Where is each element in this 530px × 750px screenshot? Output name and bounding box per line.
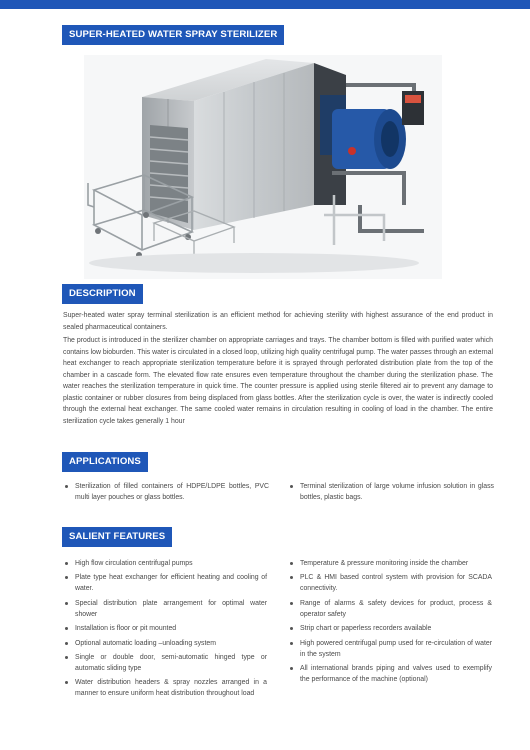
list-item-text: All international brands piping and valves used to exemplify the performance of the machine (optional) xyxy=(300,664,492,683)
list-item xyxy=(288,663,492,685)
bullet-icon xyxy=(290,485,293,488)
list-item-text: Single or double door, semi-automatic hinged type or automatic sliding type xyxy=(75,653,267,672)
bullet-icon xyxy=(65,602,68,605)
description-body xyxy=(63,310,493,429)
list-item xyxy=(63,572,267,594)
list-item-text: Water distribution headers & spray nozzles arranged in a manner to ensure uniform heat distribution throughout load xyxy=(75,679,267,698)
list-item xyxy=(288,572,492,594)
bullet-icon xyxy=(290,562,293,565)
bullet-icon xyxy=(65,576,68,579)
list-item-text: Range of alarms & safety devices for product, process & operator safety xyxy=(300,599,492,618)
bullet-icon xyxy=(290,576,293,579)
features-list-right xyxy=(288,558,492,688)
features-list-left xyxy=(63,558,267,703)
top-accent-bar xyxy=(0,0,530,9)
bullet-icon xyxy=(65,627,68,630)
list-item-text: Plate type heat exchanger for efficient heating and cooling of water. xyxy=(75,574,267,593)
applications-list-right xyxy=(288,481,494,507)
bullet-icon xyxy=(65,681,68,684)
list-item xyxy=(63,623,267,634)
list-item xyxy=(63,652,267,674)
list-item-text: Strip chart or paperless recorders available xyxy=(300,625,432,633)
list-item xyxy=(63,638,267,649)
bullet-icon xyxy=(290,642,293,645)
features-heading: SALIENT FEATURES xyxy=(62,527,172,547)
list-item-text: Terminal sterilization of large volume infusion solution in glass bottles, plastic bags. xyxy=(300,483,494,501)
page-title: SUPER-HEATED WATER SPRAY STERILIZER xyxy=(62,25,284,45)
list-item xyxy=(288,558,492,569)
bullet-icon xyxy=(290,602,293,605)
list-item-text: High flow circulation centrifugal pumps xyxy=(75,560,193,567)
bullet-icon xyxy=(65,485,68,488)
list-item-text: Special distribution plate arrangement for optimal water shower xyxy=(75,599,267,618)
list-item-text: PLC & HMI based control system with provision for SCADA connectivity. xyxy=(300,574,492,593)
sterilizer-photo xyxy=(84,55,442,279)
bullet-icon xyxy=(290,667,293,670)
list-item xyxy=(288,481,494,503)
applications-heading: APPLICATIONS xyxy=(62,452,148,472)
list-item xyxy=(288,598,492,620)
list-item xyxy=(63,677,267,699)
bullet-icon xyxy=(65,562,68,565)
bullet-icon xyxy=(65,656,68,659)
list-item-text: Installation is floor or pit mounted xyxy=(75,625,177,633)
list-item-text: High powered centrifugal pump used for re-circulation of water in the system xyxy=(300,639,492,658)
list-item-text: Optional automatic loading –unloading system xyxy=(75,639,216,647)
list-item xyxy=(288,623,492,634)
list-item xyxy=(63,558,267,569)
description-paragraph: Super-heated water spray terminal sterilization is an efficient method for achieving sterility with highest assurance of the end product in sealed pharmaceutical containers. xyxy=(63,312,493,331)
description-paragraph: The product is introduced in the sterilizer chamber on appropriate carriages and trays. The chamber bottom is filled with purified water which contains low bioburden. This water is circulated in a closed loop, utilizing high quality centrifugal pump. The water passes through an external heat exchanger to reach appropriate sterilization temperature before it is sprayed through perforated distribution plate from the top of the chamber in a cascade form. The elevated flow rate ensures even temperature throughout the chamber during the sterilization phase. The water reaches the sterilization temperature in quick time. The counter pressure is applied using sterile filtered air to prevent any damage to plastic container or rubber closures from being displaced from glass bottles. After the sterilization cycle is over, the water is indirectly cooled through the external heat exchanger. The same cooled water remains in circulation resulting in cooling of load in the chamber. The entire sterilization cycle takes generally 1 hour xyxy=(63,337,493,425)
list-item xyxy=(288,638,492,660)
description-heading: DESCRIPTION xyxy=(62,284,143,304)
applications-list-left xyxy=(63,481,269,507)
list-item xyxy=(63,598,267,620)
list-item-text: Temperature & pressure monitoring inside the chamber xyxy=(300,560,469,567)
list-item-text: Sterilization of filled containers of HDPE/LDPE bottles, PVC multi layer pouches or glass bottles. xyxy=(75,483,269,501)
list-item xyxy=(63,481,269,503)
bullet-icon xyxy=(290,627,293,630)
bullet-icon xyxy=(65,642,68,645)
